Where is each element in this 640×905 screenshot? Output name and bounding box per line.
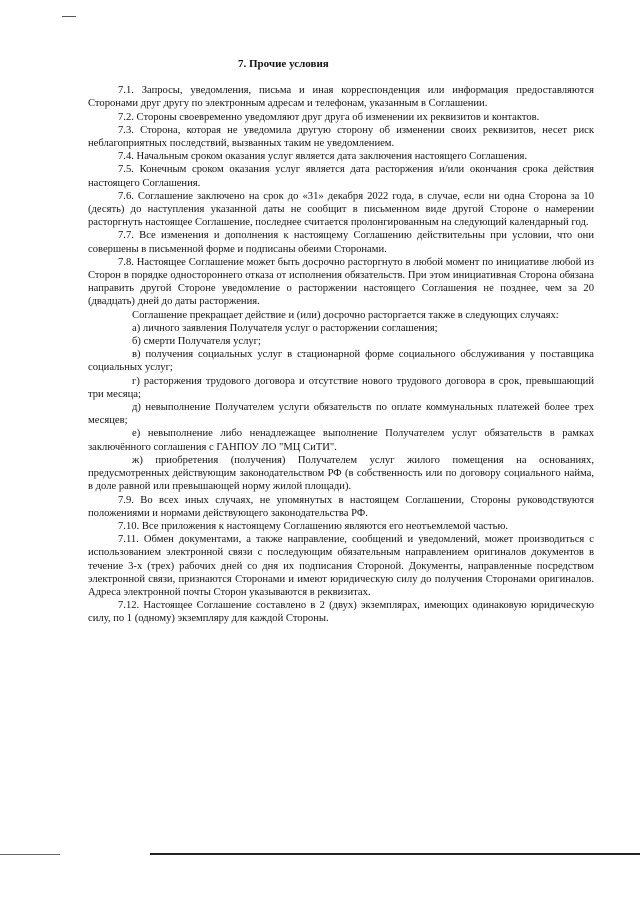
document-body: [88, 58, 594, 626]
termination-case-g: г) расторжения трудового договора и отсутствие нового трудового договора в срок, превышающий три месяца;: [88, 375, 594, 400]
scan-mark: [62, 16, 76, 17]
paragraph-7-1: 7.1. Запросы, уведомления, письма и иная корреспонденция или информация предоставляются Сторонами друг другу по электронным адресам и телефонам, указанным в Соглашении.: [88, 85, 594, 110]
termination-case-d: д) невыполнение Получателем услуги обязательств по оплате коммунальных платежей более трех месяцев;: [88, 402, 594, 427]
paragraph-7-2: 7.2. Стороны своевременно уведомляют друг друга об изменении их реквизитов и контактов.: [118, 111, 540, 123]
paragraph-7-4: 7.4. Начальным сроком оказания услуг является дата заключения настоящего Соглашения.: [118, 151, 528, 163]
section-heading: 7. Прочие условия: [238, 58, 329, 70]
paragraph-7-6: 7.6. Соглашение заключено на срок до «31» декабря 2022 года, в случае, если ни одна Сторона за 10 (десять) до наступления указанной даты не сообщит в письменном виде другой Стороне о намерении расторгнуть настоящее Соглашение, последнее считается пролонгированным на следующий календарный год.: [88, 190, 594, 229]
termination-case-zh: ж) приобретения (получения) Получателем услуг жилого помещения на основаниях, предусмотренных действующим законодательством РФ (в собственность или по договору социального найма, в доле равной или превышающей норму жилой площади).: [88, 454, 594, 493]
paragraph-7-12: 7.12. Настоящее Соглашение составлено в 2 (двух) экземплярах, имеющих одинаковую юридическую силу, по 1 (одному) экземпляру для каждой Стороны.: [88, 600, 594, 625]
scan-edge-line: [0, 854, 60, 855]
paragraph-7-5: 7.5. Конечным сроком оказания услуг является дата расторжения и/или окончания срока действия настоящего Соглашения.: [88, 164, 594, 189]
paragraph-7-10: 7.10. Все приложения к настоящему Соглашению являются его неотъемлемой частью.: [118, 520, 509, 532]
termination-case-e: е) невыполнение либо ненадлежащее выполнение Получателем услуг обязательств в рамках заключённого соглашения с ГАНПОУ ЛО "МЦ СиТИ".: [88, 428, 594, 453]
bottom-divider: [150, 853, 640, 855]
paragraph-7-3: 7.3. Сторона, которая не уведомила другую сторону об изменении своих реквизитов, несет риск неблагоприятных последствий, вызванных таким не уведомлением.: [88, 124, 594, 150]
paragraph-7-9: 7.9. Во всех иных случаях, не упомянутых в настоящем Соглашении, Стороны руководствуются положениями и нормами действующего законодательства РФ.: [88, 494, 594, 519]
paragraph-7-11: 7.11. Обмен документами, а также направление, сообщений и уведомлений, может производиться с использованием электронной связи с последующим обязательным направлением оригиналов документов в течение 3-х (трех) рабочих дней со дня их подписания Стороной. Документы, направленные посредством электронной связи, признаются Сторонами и имеют юридическую силу до получения Сторонами оригиналов. Адреса электронной почты Сторон указываются в реквизитах.: [88, 534, 594, 598]
termination-intro: Соглашение прекращает действие и (или) досрочно расторгается также в следующих случаях:: [132, 309, 559, 321]
termination-case-a: а) личного заявления Получателя услуг о расторжении соглашения;: [132, 322, 438, 334]
termination-case-b: б) смерти Получателя услуг;: [132, 336, 261, 348]
paragraph-7-7: 7.7. Все изменения и дополнения к настоящему Соглашению действительны при условии, что они совершены в письменной форме и подписаны обеими Сторонами.: [88, 230, 594, 255]
paragraph-7-8: 7.8. Настоящее Соглашение может быть досрочно расторгнуто в любой момент по инициативе любой из Сторон в порядке одностороннего отказа от исполнения обязательств. При этом инициативная Сторона обязана направить другой Стороне уведомление о расторжении настоящего Соглашения не позднее, чем за 20 (двадцать) дней до даты расторжения.: [88, 256, 594, 308]
termination-case-v: в) получения социальных услуг в стационарной форме социального обслуживания у поставщика социальных услуг;: [88, 349, 594, 374]
